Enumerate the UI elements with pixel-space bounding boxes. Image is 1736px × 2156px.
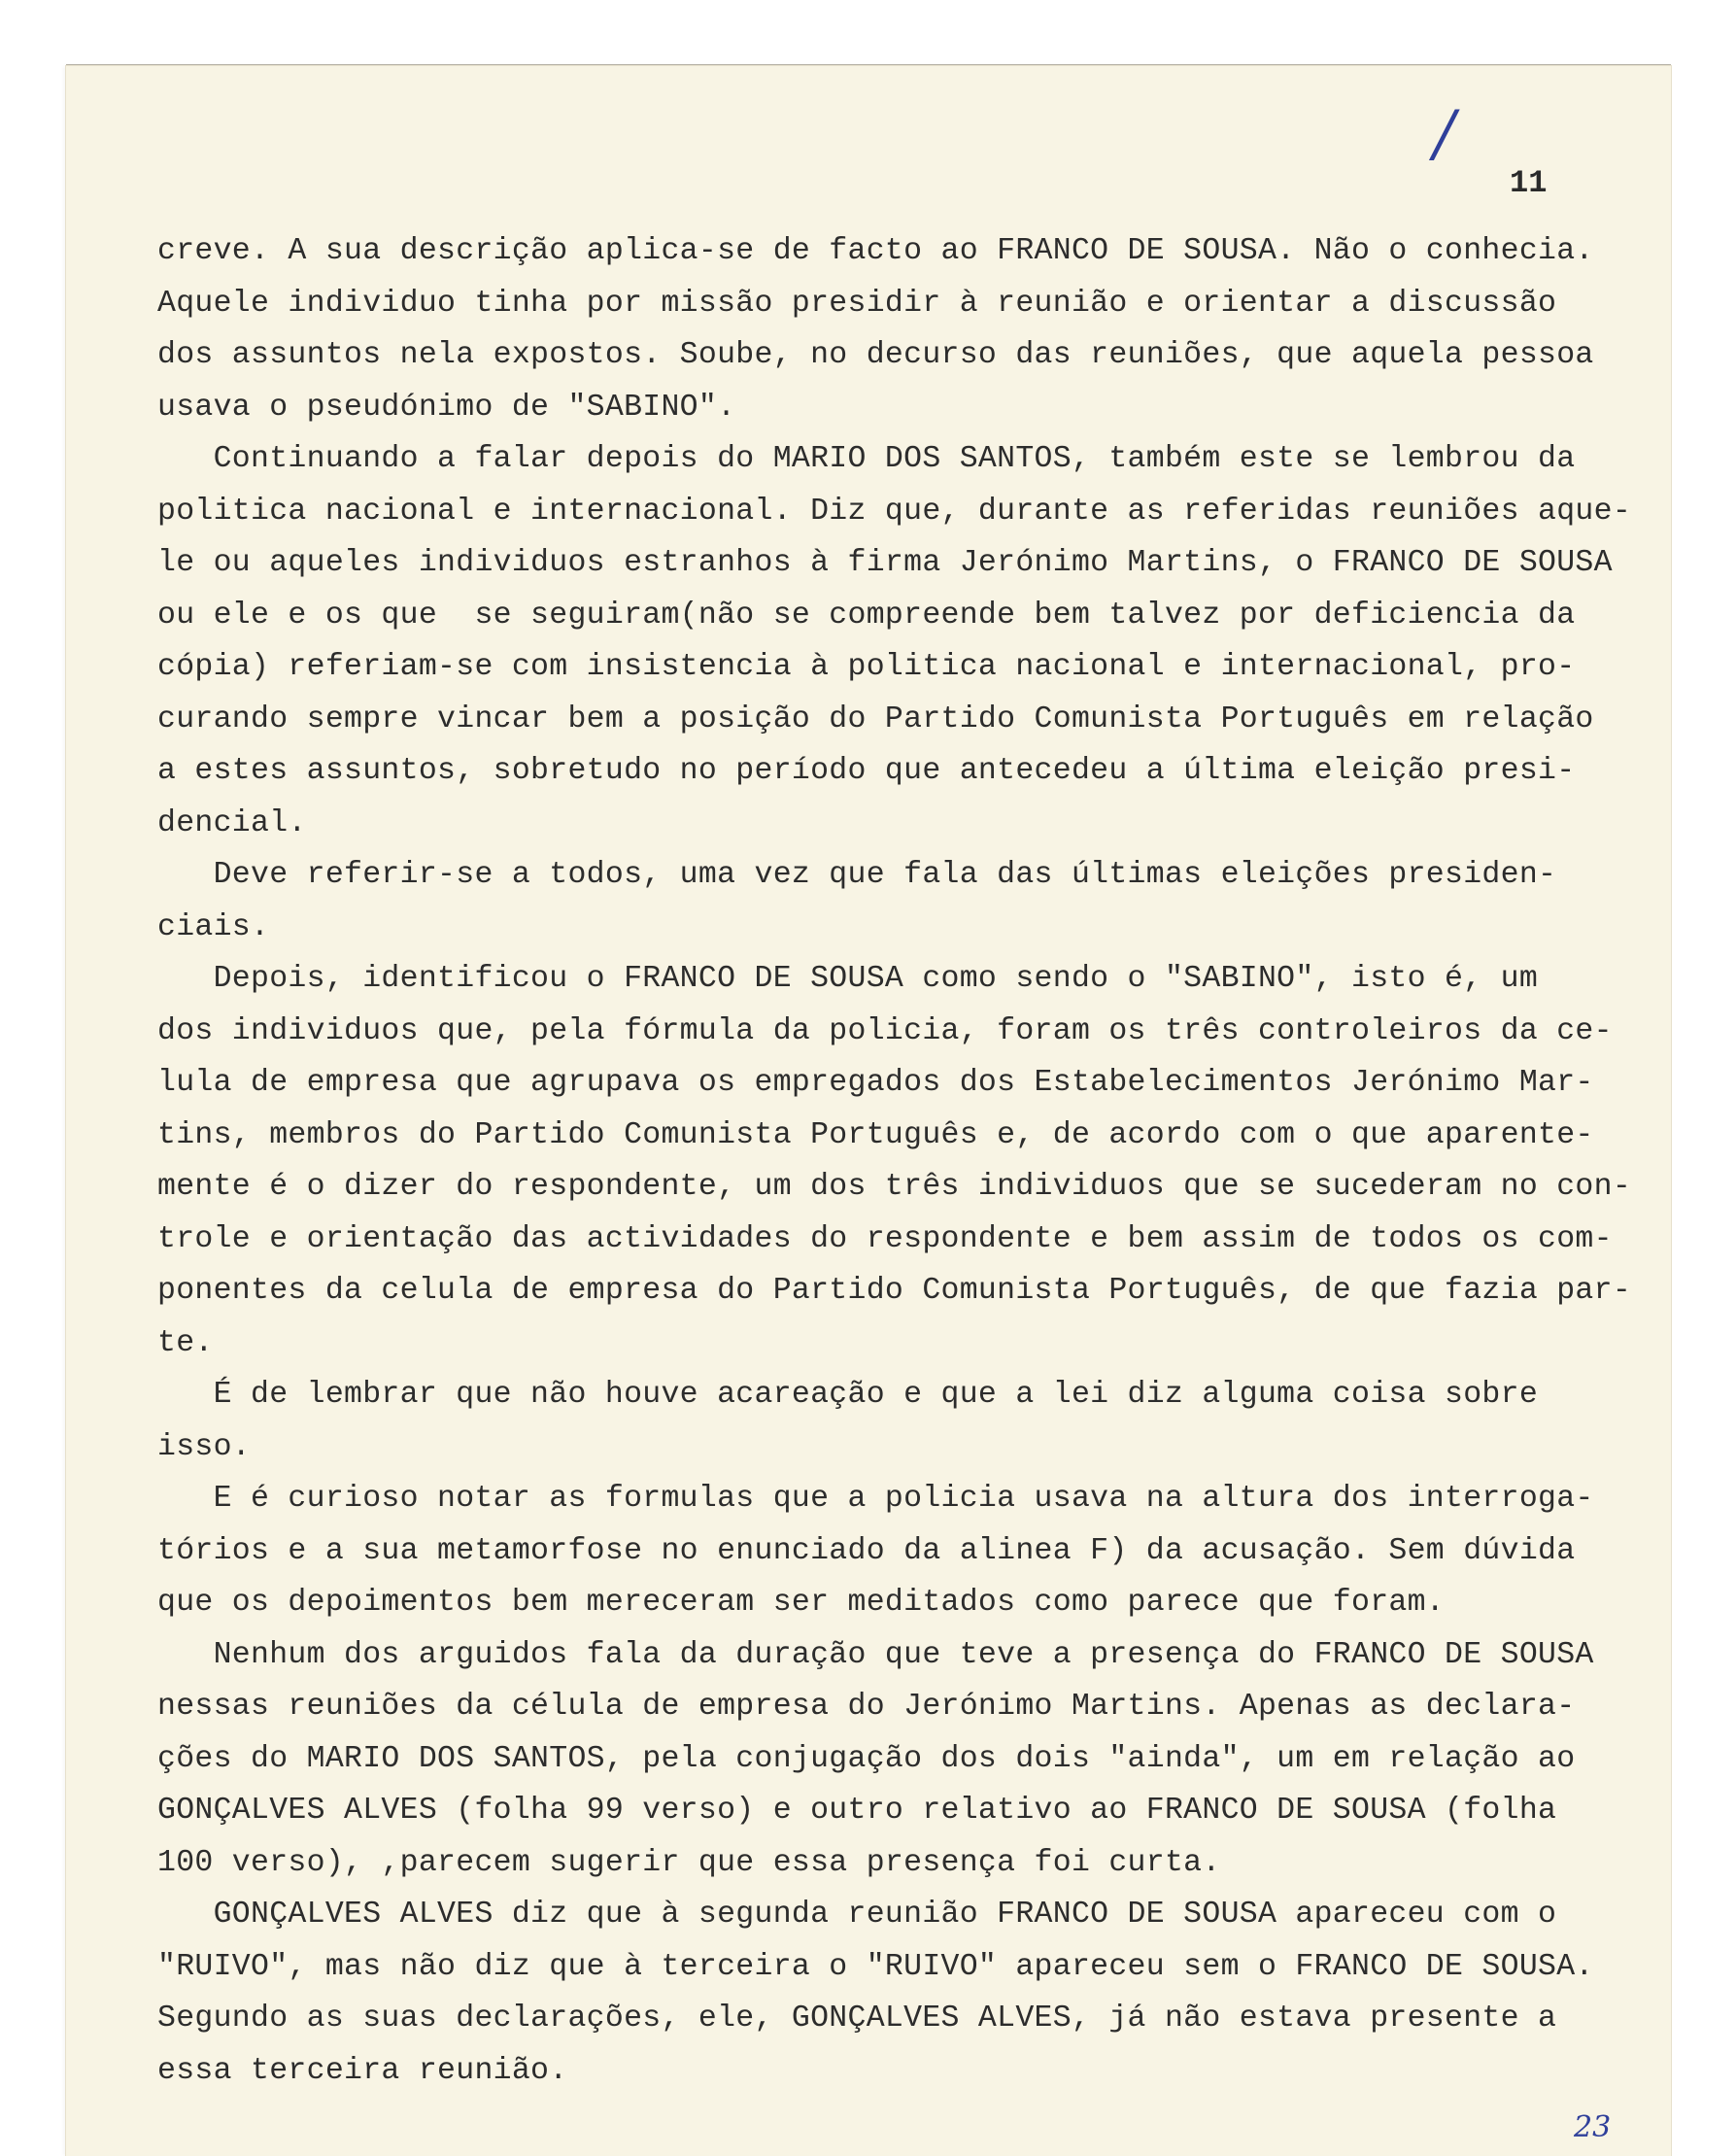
text-line: curando sempre vincar bem a posição do Partido Comunista Português em relação — [157, 702, 1594, 736]
text-line: lula de empresa que agrupava os empregados dos Estabelecimentos Jerónimo Mar- — [157, 1066, 1594, 1100]
text-line: creve. A sua descrição aplica-se de facto ao FRANCO DE SOUSA. Não o conhecia. — [157, 234, 1594, 268]
text-line: politica nacional e internacional. Diz que, durante as referidas reuniões aque- — [157, 494, 1632, 529]
text-line: cópia) referiam-se com insistencia à politica nacional e internacional, pro- — [157, 650, 1576, 684]
text-line: nessas reuniões da célula de empresa do Jerónimo Martins. Apenas as declara- — [157, 1690, 1576, 1724]
text-line: dencial. — [157, 805, 307, 840]
text-line: GONÇALVES ALVES diz que à segunda reunião FRANCO DE SOUSA apareceu com o — [157, 1898, 1557, 1932]
text-line: Deve referir-se a todos, uma vez que fala das últimas eleições presiden- — [157, 858, 1557, 892]
text-line: a estes assuntos, sobretudo no período que antecedeu a última eleição presi- — [157, 754, 1576, 788]
text-line: 100 verso), ,parecem sugerir que essa presença foi curta. — [157, 1845, 1221, 1880]
text-line: isso. — [157, 1429, 252, 1464]
text-line: dos individuos que, pela fórmula da policia, foram os três controleiros da ce- — [157, 1013, 1613, 1048]
text-line: que os depoimentos bem mereceram ser meditados como parece que foram. — [157, 1586, 1446, 1620]
text-line: Segundo as suas declarações, ele, GONÇALVES ALVES, já não estava presente a — [157, 2002, 1557, 2036]
text-line: le ou aqueles individuos estranhos à firma Jerónimo Martins, o FRANCO DE SOUSA — [157, 546, 1613, 580]
text-line: E é curioso notar as formulas que a policia usava na altura dos interroga- — [157, 1482, 1594, 1516]
text-line: tins, membros do Partido Comunista Português e, de acordo com o que aparente- — [157, 1117, 1594, 1152]
text-line: essa terceira reunião. — [157, 2053, 568, 2088]
text-line: Aquele individuo tinha por missão presidir à reunião e orientar a discussão — [157, 286, 1557, 321]
typewritten-body — [157, 225, 1665, 2097]
text-line: Continuando a falar depois do MARIO DOS SANTOS, também este se lembrou da — [157, 442, 1576, 476]
text-line: tórios e a sua metamorfose no enunciado da alinea F) da acusação. Sem dúvida — [157, 1533, 1576, 1568]
text-line: ou ele e os que se seguiram(não se compreende bem talvez por deficiencia da — [157, 598, 1576, 633]
text-line: Nenhum dos arguidos fala da duração que teve a presença do FRANCO DE SOUSA — [157, 1637, 1594, 1672]
text-line: mente é o dizer do respondente, um dos três individuos que se sucederam no con- — [157, 1170, 1632, 1204]
handwritten-page-number: 23 — [1574, 2110, 1612, 2144]
text-line: ções do MARIO DOS SANTOS, pela conjugação dos dois "ainda", um em relação ao — [157, 1741, 1576, 1776]
text-line: ponentes da celula de empresa do Partido Comunista Português, de que fazia par- — [157, 1274, 1632, 1308]
handwritten-mark: / — [1434, 98, 1455, 170]
text-line: dos assuntos nela expostos. Soube, no decurso das reuniões, que aquela pessoa — [157, 338, 1594, 372]
text-line: "RUIVO", mas não diz que à terceira o "RUIVO" apareceu sem o FRANCO DE SOUSA. — [157, 1949, 1594, 1984]
text-line: ciais. — [157, 909, 270, 944]
page-number: 11 — [1510, 165, 1548, 201]
text-line: GONÇALVES ALVES (folha 99 verso) e outro relativo ao FRANCO DE SOUSA (folha — [157, 1794, 1557, 1828]
text-line: trole e orientação das actividades do respondente e bem assim de todos os com- — [157, 1221, 1613, 1256]
text-line: Depois, identificou o FRANCO DE SOUSA como sendo o "SABINO", isto é, um — [157, 962, 1539, 996]
text-line: te. — [157, 1325, 214, 1360]
text-line: usava o pseudónimo de "SABINO". — [157, 390, 736, 425]
text-line: É de lembrar que não houve acareação e que a lei diz alguma coisa sobre — [157, 1378, 1539, 1412]
